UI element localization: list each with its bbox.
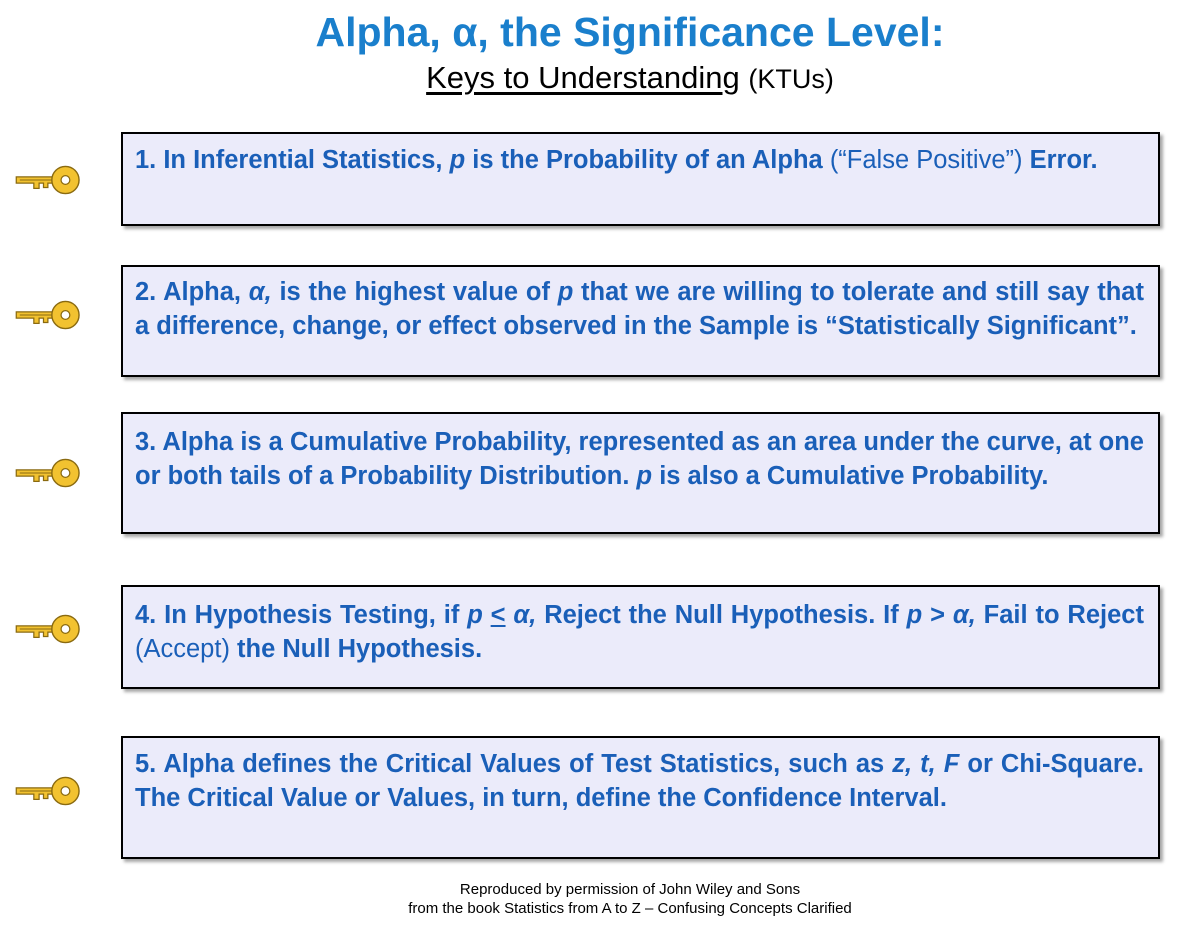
ktu-2 — [121, 265, 1160, 377]
ktu-4-p2: p — [906, 601, 923, 629]
footer-line-2: from the book Statistics from A to Z – Confusing Concepts Clarified — [408, 900, 852, 917]
ktu-2-text-e: that we are willing to tolerate and still say that a difference, change, or effect observed in the Sample is “Statistically Significant”. — [135, 278, 1144, 340]
key-icon — [8, 611, 86, 647]
key-icon — [8, 773, 86, 809]
ktu-2-text-a: 2. Alpha, — [135, 278, 241, 306]
footer-credit — [0, 880, 1200, 918]
ktu-3 — [121, 412, 1160, 534]
footer-line-1: Reproduced by permission of John Wiley and Sons — [459, 881, 801, 898]
page-title: Alpha, α, the Significance Level: — [315, 9, 945, 55]
ktu-4-alpha: α, — [513, 601, 537, 629]
ktu-2-alpha: α, — [248, 278, 272, 306]
ktu-1-text-e: Error. — [1029, 146, 1098, 174]
key-icon — [8, 297, 86, 333]
ktu-4-le: < — [490, 601, 506, 629]
ktu-2-text-c: is the highest value of — [279, 278, 550, 306]
key-icon — [8, 455, 86, 491]
ktu-5 — [121, 736, 1160, 859]
ktu-4-text-j: (Accept) — [135, 635, 230, 663]
ktu-4-p: p — [467, 601, 483, 629]
key-icon — [8, 162, 86, 198]
page-subtitle — [0, 60, 1200, 97]
ktu-2-p: p — [557, 278, 574, 306]
ktu-3-p: p — [636, 462, 653, 490]
subtitle-main: Keys to Understanding — [426, 60, 740, 95]
ktu-3-text-c: is also a Cumulative Probability. — [659, 462, 1049, 490]
ktu-1 — [121, 132, 1160, 226]
subtitle-abbr: (KTUs) — [748, 64, 834, 94]
ktu-4-text-e: Reject the Null Hypothesis. If — [544, 601, 899, 629]
ktu-3-text-a: 3. Alpha is a Cumulative Probability, represented as an area under the curve, at one or both tails of a Probability Distribution. — [135, 428, 1144, 490]
ktu-4 — [121, 585, 1160, 689]
ktu-1-text-d: (“False Positive”) — [829, 146, 1023, 174]
ktu-5-text-a: 5. Alpha defines the Critical Values of Test Statistics, such as — [135, 750, 885, 778]
ktu-4-alpha2: α, — [952, 601, 976, 629]
ktu-4-text-k: the Null Hypothesis. — [237, 635, 483, 663]
ktu-5-text-c: or Chi-Square. The Critical Value or Values, in turn, define the Confidence Interval. — [135, 750, 1145, 812]
ktu-1-p: p — [449, 146, 466, 174]
ktu-1-text-a: 1. In Inferential Statistics, — [135, 146, 443, 174]
ktu-5-stats: z, t, F — [892, 750, 960, 778]
ktu-4-text-a: 4. In Hypothesis Testing, if — [135, 601, 460, 629]
ktu-4-text-i: Fail to Reject — [983, 601, 1144, 629]
ktu-4-gt: > — [930, 601, 945, 629]
ktu-1-text-c: is the Probability of an Alpha — [472, 146, 823, 174]
